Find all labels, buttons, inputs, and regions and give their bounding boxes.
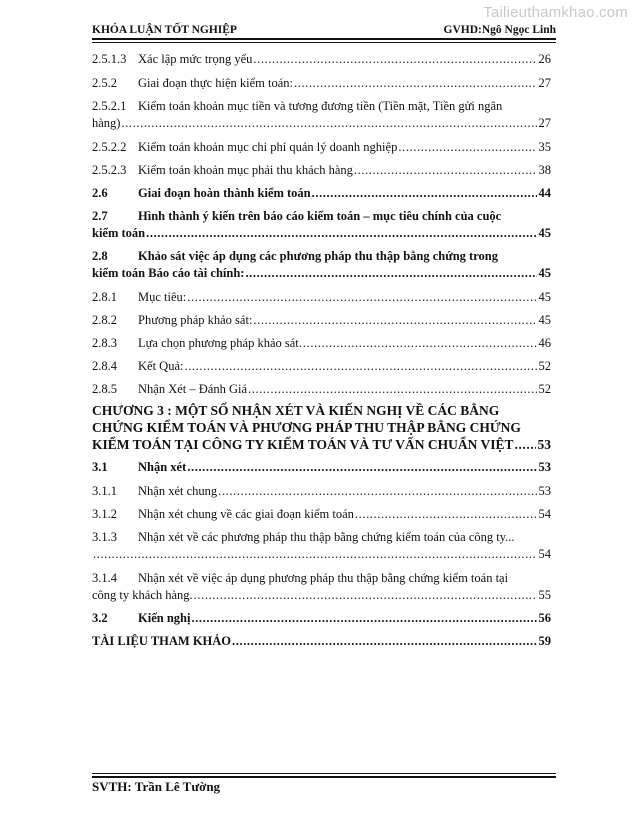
- toc-title: Giai đoạn thực hiện kiểm toán:: [138, 76, 293, 90]
- toc-entry[interactable]: [92, 610, 551, 627]
- toc-leader: [232, 633, 536, 650]
- toc-page: 54: [538, 507, 551, 521]
- toc-number: 2.8: [92, 249, 108, 263]
- toc-entry[interactable]: [92, 208, 551, 242]
- toc-number: 2.5.2.1: [92, 99, 127, 113]
- toc-entry[interactable]: [92, 51, 551, 68]
- toc-leader: [303, 335, 537, 352]
- toc-number: 2.5.2.3: [92, 163, 127, 177]
- toc-page: 27: [538, 76, 551, 90]
- toc-number: 3.1.2: [92, 507, 117, 521]
- chapter-line-1: CHƯƠNG 3 : MỘT SỐ NHẬN XÉT VÀ KIẾN NGHỊ VỀ CÁC BẰNG: [92, 403, 500, 418]
- toc-title: Kiểm toán khoản mục phải thu khách hàng: [138, 163, 353, 177]
- toc-leader: [184, 358, 536, 375]
- toc-number: 3.1.1: [92, 484, 117, 498]
- toc-title-cont: kiểm toán: [92, 226, 146, 240]
- toc-page: 35: [538, 140, 551, 154]
- toc-page: 53: [537, 437, 551, 452]
- toc-leader: [245, 265, 536, 282]
- toc-title-cont: hàng): [92, 116, 121, 130]
- toc-title: Lựa chọn phương pháp khảo sát.: [138, 336, 302, 350]
- toc-leader: [194, 587, 537, 604]
- toc-page: 46: [538, 336, 551, 350]
- toc-leader: [187, 289, 536, 306]
- toc-leader: [294, 75, 537, 92]
- toc-entry[interactable]: [92, 570, 551, 604]
- toc-leader: [187, 459, 536, 476]
- toc-number: 2.5.2.2: [92, 140, 127, 154]
- toc-title: Kiểm toán khoản mục chi phí quản lý doanh nghiệp: [138, 140, 398, 154]
- toc-leader: [248, 381, 537, 398]
- toc-leader: [253, 312, 536, 329]
- toc-title: Phương pháp khảo sát:: [138, 313, 253, 327]
- toc-title: Nhận xét về việc áp dụng phương pháp thu thập bằng chứng kiểm toán tại: [138, 571, 509, 585]
- toc-entry[interactable]: [92, 75, 551, 92]
- toc-leader: [312, 185, 537, 202]
- header-right: GVHD:Ngô Ngọc Linh: [443, 24, 556, 36]
- toc-title: Hình thành ý kiến trên báo cáo kiểm toán – mục tiêu chính của cuộc: [138, 209, 502, 223]
- header-rule-thin: [92, 42, 556, 43]
- toc-title: Nhận xét: [138, 460, 187, 474]
- toc-page: 53: [538, 460, 551, 474]
- toc-page: 59: [538, 634, 551, 648]
- toc-page: 52: [538, 359, 551, 373]
- toc-page: 54: [538, 547, 551, 561]
- toc-entry[interactable]: [92, 312, 551, 329]
- toc-title: Nhận xét chung: [138, 484, 218, 498]
- toc-title: Nhận xét chung về các giai đoạn kiểm toán: [138, 507, 354, 521]
- toc-number: 3.2: [92, 611, 108, 625]
- toc-page: 52: [538, 382, 551, 396]
- toc-leader: [146, 225, 536, 242]
- toc-number: 2.7: [92, 209, 108, 223]
- toc-page: 45: [538, 290, 551, 304]
- toc-entry[interactable]: [92, 506, 551, 523]
- chapter-line-2: CHỨNG KIỂM TOÁN VÀ PHƯƠNG PHÁP THU THẬP BẰNG CHỨNG: [92, 420, 521, 435]
- toc-title: Giai đoạn hoàn thành kiểm toán: [138, 186, 311, 200]
- toc-entry[interactable]: [92, 162, 551, 179]
- toc-entry[interactable]: [92, 529, 551, 563]
- toc-number: 3.1: [92, 460, 108, 474]
- toc-title: Kiểm toán khoản mục tiền và tương đương tiền (Tiền mặt, Tiền gửi ngân: [138, 99, 503, 113]
- toc-entry[interactable]: [92, 185, 551, 202]
- toc-entry[interactable]: [92, 335, 551, 352]
- toc-number: 2.5.2: [92, 76, 117, 90]
- page-footer: SVTH: Trần Lê Tường: [92, 779, 221, 794]
- toc-page: 44: [538, 186, 551, 200]
- toc-entry[interactable]: [92, 483, 551, 500]
- toc-entry[interactable]: [92, 98, 551, 132]
- toc-page: 45: [538, 226, 551, 240]
- chapter-line-3: KIỂM TOÁN TẠI CÔNG TY KIỂM TOÁN VÀ TƯ VẤN CHUẨN VIỆT: [92, 437, 514, 452]
- toc-leader: [354, 162, 537, 179]
- toc-title: Khảo sát việc áp dụng các phương pháp thu thập bằng chứng trong: [138, 249, 498, 263]
- toc-page: 56: [538, 611, 551, 625]
- toc-title: Kiến nghị: [138, 611, 191, 625]
- toc-page: 45: [538, 266, 551, 280]
- header-rule: [92, 38, 556, 40]
- footer-rule: [92, 776, 556, 778]
- footer-rule-thin: [92, 773, 556, 774]
- toc-title: Nhận xét về các phương pháp thu thập bằng chứng kiểm toán của công ty...: [138, 530, 515, 544]
- toc-number: 2.6: [92, 186, 108, 200]
- toc-number: 2.8.5: [92, 382, 117, 396]
- toc-leader: [218, 483, 536, 500]
- toc-number: 2.5.1.3: [92, 52, 127, 66]
- toc-page: 26: [538, 52, 551, 66]
- toc-number: 2.8.3: [92, 336, 117, 350]
- toc-page: 55: [538, 588, 551, 602]
- toc-leader: [191, 610, 536, 627]
- toc-title: TÀI LIỆU THAM KHẢO: [92, 634, 232, 648]
- toc-number: 2.8.2: [92, 313, 117, 327]
- toc-entry[interactable]: [92, 289, 551, 306]
- toc-leader: [121, 115, 536, 132]
- toc-chapter-3[interactable]: [92, 402, 551, 453]
- toc-number: 2.8.1: [92, 290, 117, 304]
- toc-title: Kết Quả:: [138, 359, 184, 373]
- toc-leader: [398, 139, 536, 156]
- toc-page: 45: [538, 313, 551, 327]
- toc-entry[interactable]: [92, 459, 551, 476]
- toc-entry[interactable]: [92, 248, 551, 282]
- watermark: Tailieuthamkhao.com: [483, 4, 628, 21]
- toc-title: Mục tiêu:: [138, 290, 187, 304]
- toc-title-cont: công ty khách hàng.: [92, 588, 193, 602]
- toc-page: 53: [538, 484, 551, 498]
- toc-leader: [93, 546, 537, 563]
- toc-title: Xác lập mức trọng yếu: [138, 52, 253, 66]
- toc-page: 38: [538, 163, 551, 177]
- toc-leader: [253, 51, 536, 68]
- toc-entry[interactable]: [92, 139, 551, 156]
- toc-page: 27: [538, 116, 551, 130]
- toc-entry[interactable]: [92, 381, 551, 398]
- toc-number: 3.1.3: [92, 530, 117, 544]
- toc-entry[interactable]: [92, 358, 551, 375]
- header-left: KHÓA LUẬN TỐT NGHIỆP: [92, 24, 237, 36]
- toc-number: 3.1.4: [92, 571, 117, 585]
- toc-leader: [355, 506, 537, 523]
- toc-leader: [514, 436, 535, 453]
- toc-title-cont: kiểm toán Báo cáo tài chính:: [92, 266, 245, 280]
- toc-references[interactable]: [92, 633, 551, 650]
- toc-number: 2.8.4: [92, 359, 117, 373]
- toc-title: Nhận Xét – Đánh Giá: [138, 382, 247, 396]
